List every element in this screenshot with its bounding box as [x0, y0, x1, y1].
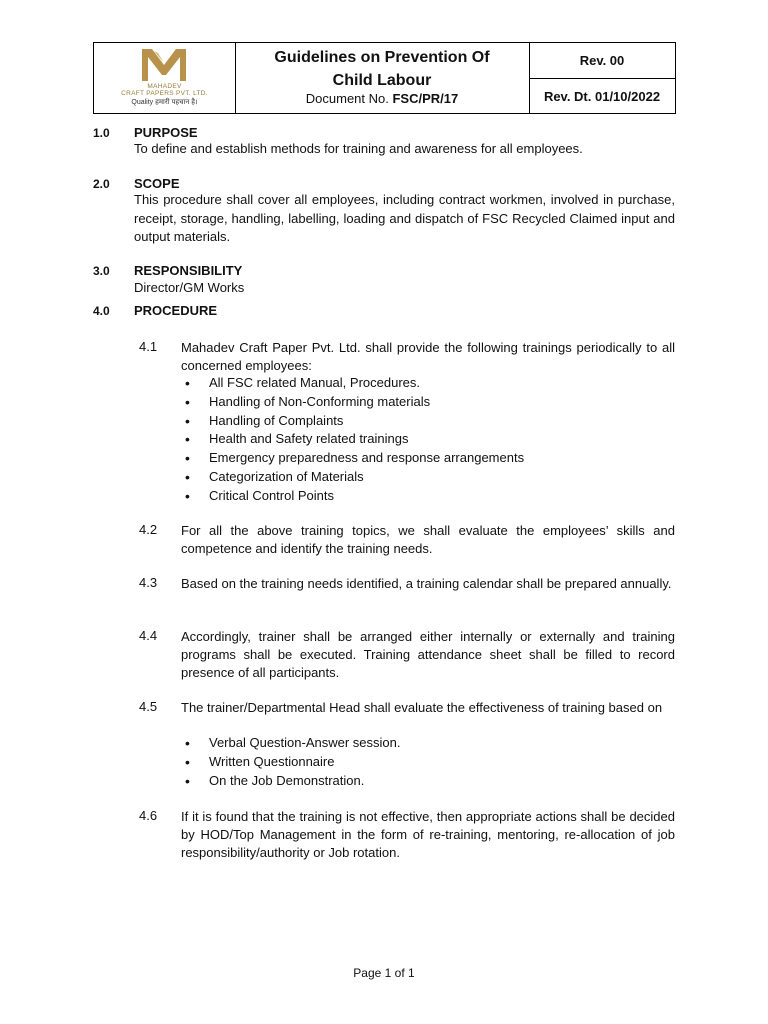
procedure-text-4-2: For all the above training topics, we shall evaluate the employees’ skills and competence and identify the training needs.: [181, 523, 675, 556]
logo-company-name: MAHADEV CRAFT PAPERS PVT. LTD.: [121, 83, 208, 97]
section-text-responsibility: Director/GM Works: [134, 280, 245, 295]
section-number-purpose: 1.0: [93, 126, 110, 140]
procedure-number-4-5: 4.5: [139, 699, 158, 714]
logo-tagline: Quality हमारी पहचान है।: [131, 99, 198, 106]
procedure-number-4-3: 4.3: [139, 575, 158, 590]
procedure-text-4-6: If it is found that the training is not effective, then appropriate actions shall be decided by HOD/Top Management in the form of re-training, mentoring, re-allocation of job responsibility/authority or Job rotation.: [181, 809, 675, 860]
list-item: • Emergency preparedness and response arrangements: [185, 449, 524, 468]
procedure-text-4-3: Based on the training needs identified, a training calendar shall be prepared annually.: [181, 576, 672, 591]
procedure-number-4-6: 4.6: [139, 808, 158, 823]
page-footer: Page 1 of 1: [353, 966, 415, 980]
revision-number: Rev. 00: [529, 43, 675, 79]
doc-number-label: Document No.: [305, 91, 389, 106]
revision-date: Rev. Dt. 01/10/2022: [543, 88, 661, 104]
list-item: • Verbal Question-Answer session.: [185, 734, 400, 753]
title-line-1: Guidelines on Prevention Of: [274, 49, 490, 66]
document-number-line: [235, 91, 529, 106]
section-number-responsibility: 3.0: [93, 264, 110, 278]
list-item: • On the Job Demonstration.: [185, 772, 400, 791]
doc-number-value: FSC/PR/17: [392, 91, 459, 106]
procedure-number-4-4: 4.4: [139, 628, 158, 643]
title-line-2: Child Labour: [332, 72, 432, 89]
logo-cell: [94, 43, 236, 113]
evaluation-methods-list: [185, 734, 400, 790]
company-logo-icon: [134, 45, 194, 83]
list-item: • Health and Safety related trainings: [185, 430, 524, 449]
revision-cell: [529, 43, 675, 113]
document-title: [235, 46, 529, 92]
list-item: • Handling of Non-Conforming materials: [185, 393, 524, 412]
section-number-procedure: 4.0: [93, 304, 110, 318]
section-title-scope: SCOPE: [134, 176, 180, 191]
list-item: • Handling of Complaints: [185, 412, 524, 431]
section-number-scope: 2.0: [93, 177, 110, 191]
section-title-responsibility: RESPONSIBILITY: [134, 263, 243, 278]
procedure-text-4-1: Mahadev Craft Paper Pvt. Ltd. shall provide the following trainings periodically to all concerned employees:: [181, 340, 675, 373]
procedure-text-4-5: The trainer/Departmental Head shall evaluate the effectiveness of training based on: [181, 700, 663, 715]
list-item: • Categorization of Materials: [185, 468, 524, 487]
section-title-procedure: PROCEDURE: [134, 303, 218, 318]
procedure-text-4-4: Accordingly, trainer shall be arranged either internally or externally and training programs shall be executed. Training attendance sheet shall be filled to record presence of all participants.: [181, 629, 675, 680]
list-item: • Written Questionnaire: [185, 753, 400, 772]
section-text-scope: This procedure shall cover all employees, including contract workmen, involved in purchase, receipt, storage, handling, labelling, loading and dispatch of FSC Recycled Claimed input and output materials.: [134, 192, 675, 244]
title-cell: [235, 43, 530, 113]
list-item: • All FSC related Manual, Procedures.: [185, 374, 524, 393]
document-header-table: [93, 42, 676, 114]
procedure-number-4-2: 4.2: [139, 522, 158, 537]
section-text-purpose: To define and establish methods for training and awareness for all employees.: [134, 141, 583, 156]
list-item: • Critical Control Points: [185, 487, 524, 506]
training-topics-list: [185, 374, 524, 506]
procedure-number-4-1: 4.1: [139, 339, 158, 354]
section-title-purpose: PURPOSE: [134, 125, 198, 140]
